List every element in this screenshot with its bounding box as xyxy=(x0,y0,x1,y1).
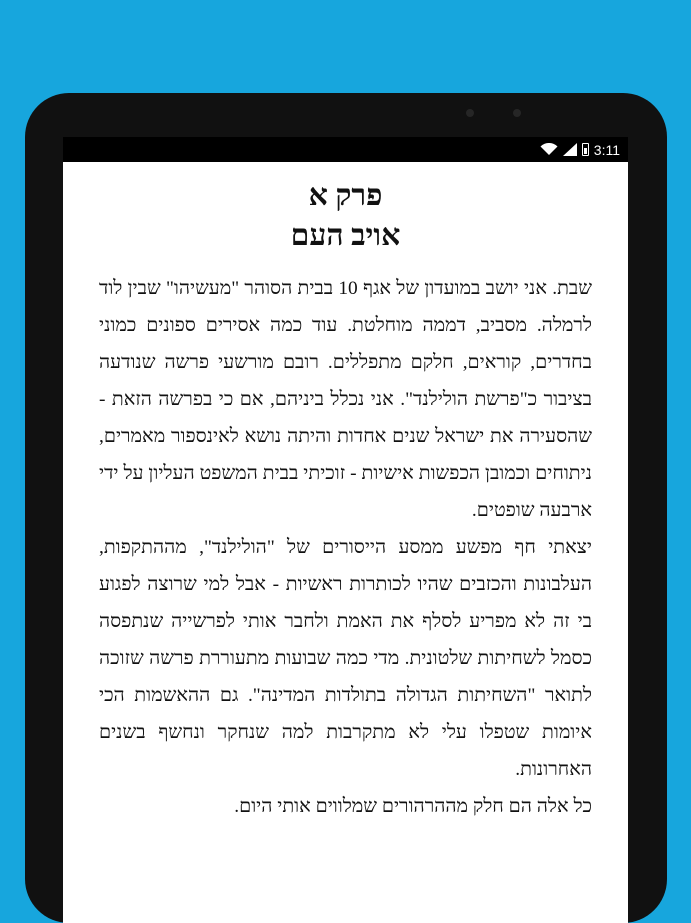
body-paragraph: יצאתי חף מפשע ממסע הייסורים של "הולילנד", מההתקפות, העלבונות והכזבים שהיו לכותרות ראשיות - אבל למי שרוצה לפגוע בי זה לא מפריע לסלף את האמת ולחבר אותי לפרשייה שנתפסה כסמל לשחיתות שלטונית. מדי כמה שבועות מתעוררת פרשה שזוכה לתואר "השחיתות הגדולה בתולדות המדינה". גם ההאשמות הכי איומות שטפלו עלי לא מתקרבות למה שנחקר ונחשף בשנים האחרונות. xyxy=(99,537,592,780)
body-paragraph: כל אלה הם חלק מההרהורים שמלווים אותי היום. xyxy=(234,796,592,817)
chapter-title: אויב העם xyxy=(290,219,401,252)
status-time: 3:11 xyxy=(593,141,620,158)
status-bar xyxy=(63,137,628,162)
body-paragraph: שבת. אני יושב במועדון של אגף 10 בבית הסוהר "מעשיהו" שבין לוד לרמלה. מסביב, דממה מוחלטת. עוד כמה אסירים ספונים כמוני בחדרים, קוראים, חלקם מתפללים. רובם מורשעי פרשה שנודעה בציבור כ"פרשת הולילנד". אני נכלל ביניהם, אם כי בפרשה הזאת - שהסעירה את ישראל שנים אחדות והיתה נושא לאינספור מאמרים, ניתוחים וכמובן הכפשות אישיות - זוכיתי בבית המשפט העליון על ידי ארבעה שופטים. xyxy=(99,278,592,521)
sensor-dot xyxy=(466,109,474,117)
tablet-frame xyxy=(25,93,667,923)
device-screen xyxy=(63,137,628,923)
reader-content[interactable] xyxy=(63,162,628,825)
front-camera xyxy=(513,109,521,117)
signal-icon xyxy=(563,143,577,156)
wifi-icon xyxy=(540,143,558,156)
battery-icon xyxy=(582,143,589,156)
chapter-number: פרק א xyxy=(308,179,383,212)
